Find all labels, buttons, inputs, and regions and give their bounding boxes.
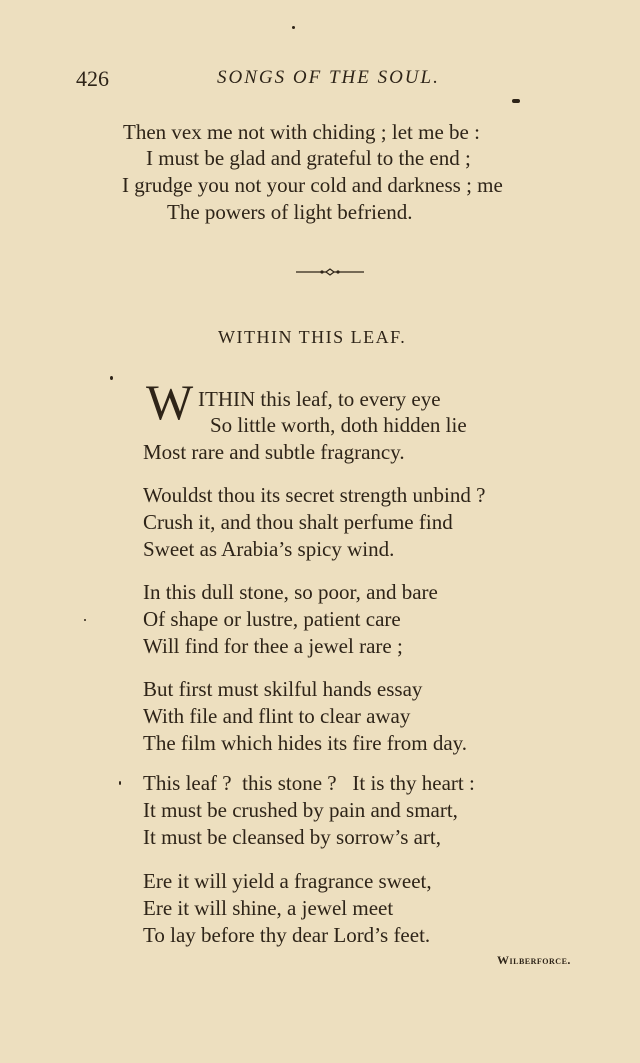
- ink-speck: [512, 99, 520, 103]
- ink-speck: [292, 26, 295, 29]
- poem-line: Ere it will yield a fragrance sweet,: [143, 869, 432, 893]
- poem-line: Wouldst thou its secret strength unbind ?: [143, 483, 486, 507]
- drop-cap: W: [146, 374, 194, 430]
- prev-poem-line: I grudge you not your cold and darkness ; me: [122, 173, 503, 197]
- ink-speck: [119, 781, 121, 785]
- poem-line: It must be crushed by pain and smart,: [143, 798, 458, 822]
- poem-line: Sweet as Arabia’s spicy wind.: [143, 537, 395, 561]
- poem-line: Of shape or lustre, patient care: [143, 607, 401, 631]
- poem-line: This leaf ? this stone ? It is thy heart :: [143, 771, 475, 795]
- poem-line: The film which hides its fire from day.: [143, 731, 468, 755]
- attribution: Wilberforce.: [497, 953, 571, 967]
- poem-line: Ere it will shine, a jewel meet: [143, 896, 394, 920]
- poem-line: ITHIN this leaf, to every eye: [198, 387, 441, 411]
- poem-line: Crush it, and thou shalt perfume find: [143, 510, 453, 534]
- poem-line: It must be cleansed by sorrow’s art,: [143, 825, 442, 849]
- ink-speck: [110, 376, 113, 380]
- running-title: SONGS OF THE SOUL.: [217, 67, 440, 88]
- prev-poem-line: Then vex me not with chiding ; let me be :: [123, 120, 480, 144]
- poem-line: Most rare and subtle fragrancy.: [143, 440, 405, 464]
- ornament-divider: [296, 266, 364, 278]
- prev-poem-line: The powers of light befriend.: [167, 200, 413, 224]
- poem-line: With file and flint to clear away: [143, 704, 411, 728]
- page-number: 426: [76, 66, 109, 91]
- poem-title: WITHIN THIS LEAF.: [218, 327, 407, 347]
- poem-line: In this dull stone, so poor, and bare: [143, 580, 438, 604]
- poem-line: But first must skilful hands essay: [143, 677, 423, 701]
- poem-line: Will find for thee a jewel rare ;: [143, 634, 403, 658]
- poem-line: So little worth, doth hidden lie: [210, 413, 467, 437]
- prev-poem-line: I must be glad and grateful to the end ;: [146, 146, 471, 170]
- poem-line: To lay before thy dear Lord’s feet.: [143, 923, 431, 947]
- ink-speck: [84, 619, 86, 621]
